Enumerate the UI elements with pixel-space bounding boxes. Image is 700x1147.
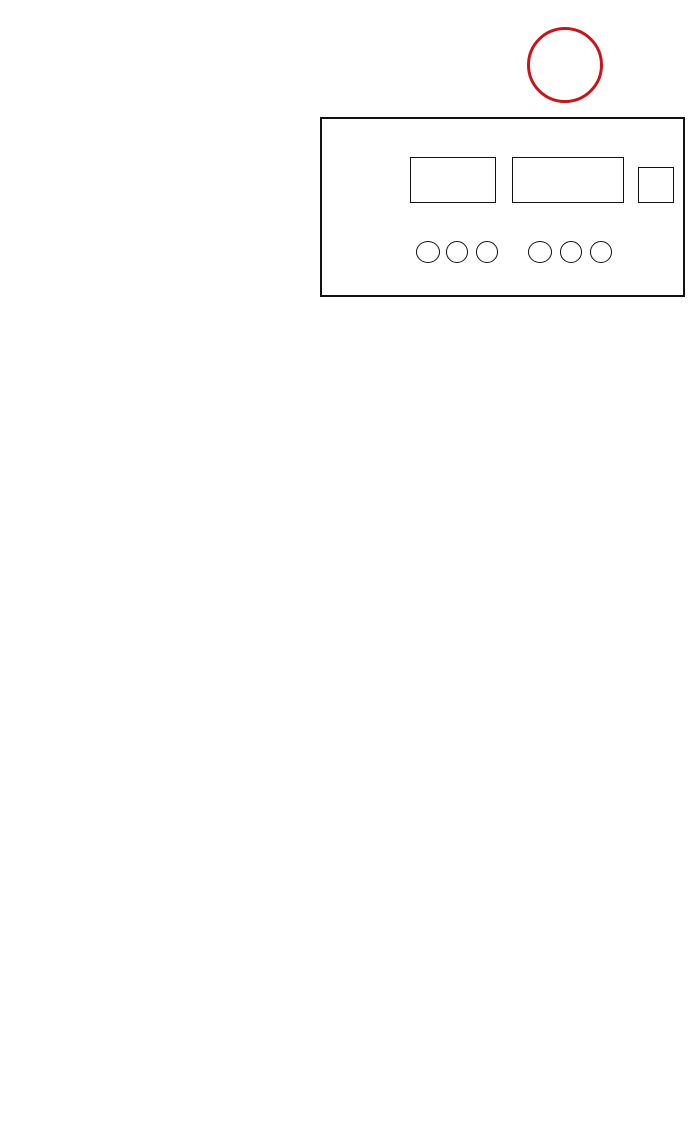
temp-plus-button[interactable] <box>446 241 468 263</box>
version-badge <box>527 27 603 103</box>
temp-set-button[interactable] <box>416 241 440 263</box>
device-panel <box>320 117 685 297</box>
time-display <box>512 157 624 203</box>
temp-minus-button[interactable] <box>476 241 498 263</box>
time-minus-button[interactable] <box>590 241 612 263</box>
seconds-display <box>638 167 674 203</box>
temp-display <box>410 157 496 203</box>
time-plus-button[interactable] <box>560 241 582 263</box>
time-set-button[interactable] <box>528 241 552 263</box>
